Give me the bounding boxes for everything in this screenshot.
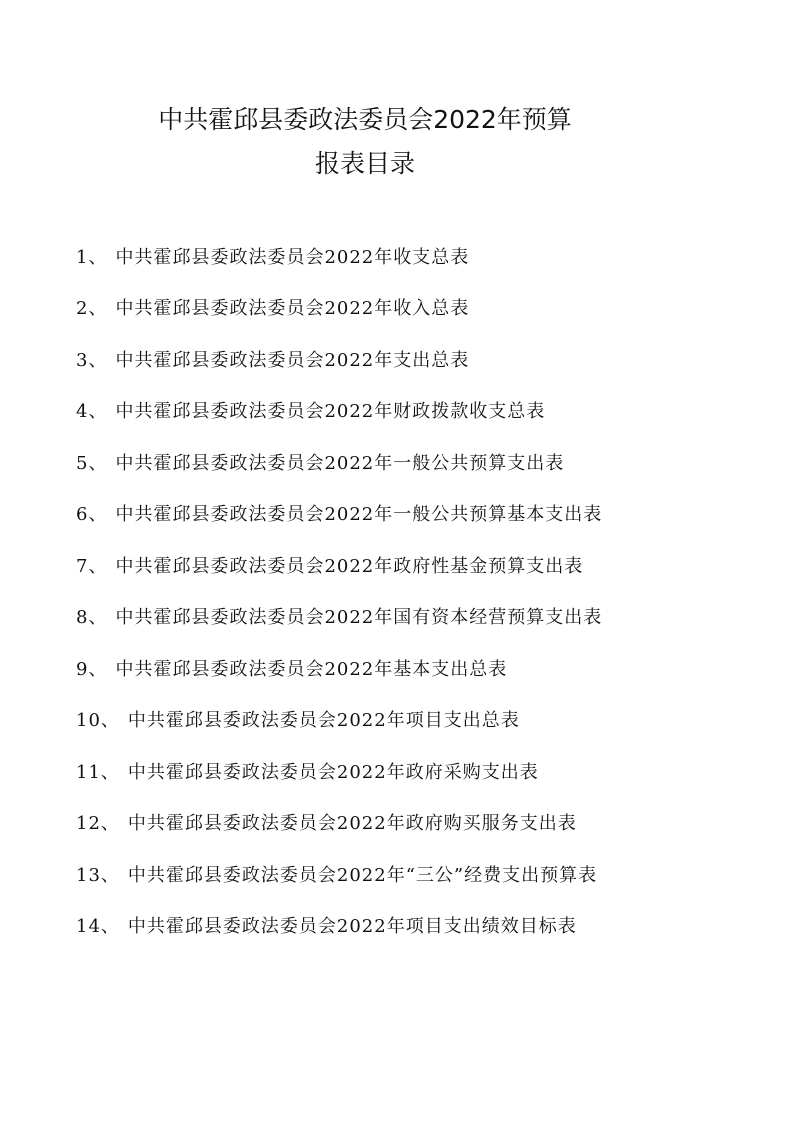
toc-item-3 [76,335,776,387]
toc-item-separator: 、 [100,864,120,886]
table-of-contents [76,232,776,953]
toc-item-7 [76,541,776,593]
toc-item-separator: 、 [88,607,108,629]
toc-item-separator: 、 [100,761,120,783]
toc-item-number: 6 [76,504,89,526]
toc-item-number: 13 [76,864,101,886]
toc-item-12 [76,799,776,851]
toc-item-separator: 、 [88,658,108,680]
toc-item-separator: 、 [88,401,108,423]
toc-item-number: 10 [76,710,101,732]
toc-item-separator: 、 [88,298,108,320]
toc-item-number: 12 [76,813,101,835]
toc-item-separator: 、 [88,452,108,474]
toc-item-separator: 、 [88,504,108,526]
toc-item-6 [76,490,776,542]
toc-item-14 [76,902,776,954]
toc-item-11 [76,747,776,799]
toc-item-2 [76,284,776,336]
toc-item-number: 8 [76,607,89,629]
toc-item-separator: 、 [100,813,120,835]
toc-item-1 [76,232,776,284]
toc-item-13 [76,850,776,902]
toc-item-number: 9 [76,658,89,680]
toc-item-text: 中共霍邱县委政法委员会2022年国有资本经营预算支出表 [115,607,603,629]
toc-item-9 [76,644,776,696]
toc-item-text: 中共霍邱县委政法委员会2022年“三公”经费支出预算表 [127,864,598,886]
title-line-1: 中共霍邱县委政法委员会2022年预算 [158,105,572,134]
toc-item-separator: 、 [88,349,108,371]
toc-item-text: 中共霍邱县委政法委员会2022年一般公共预算基本支出表 [115,504,603,526]
toc-item-text: 中共霍邱县委政法委员会2022年基本支出总表 [115,658,508,680]
title-line-2: 报表目录 [314,149,415,178]
toc-item-4 [76,387,776,439]
toc-item-number: 14 [76,916,101,938]
toc-item-text: 中共霍邱县委政法委员会2022年财政拨款收支总表 [115,401,546,423]
toc-item-number: 1 [76,246,89,268]
toc-item-text: 中共霍邱县委政法委员会2022年支出总表 [115,349,470,371]
toc-item-number: 4 [76,401,89,423]
toc-item-8 [76,593,776,645]
document-title [0,98,730,186]
toc-item-10 [76,696,776,748]
toc-item-text: 中共霍邱县委政法委员会2022年一般公共预算支出表 [115,452,565,474]
toc-item-separator: 、 [100,710,120,732]
toc-item-number: 7 [76,555,89,577]
toc-item-separator: 、 [100,916,120,938]
toc-item-text: 中共霍邱县委政法委员会2022年项目支出总表 [127,710,520,732]
toc-item-5 [76,438,776,490]
toc-item-number: 3 [76,349,89,371]
toc-item-text: 中共霍邱县委政法委员会2022年政府性基金预算支出表 [115,555,584,577]
toc-item-number: 5 [76,452,89,474]
toc-item-text: 中共霍邱县委政法委员会2022年收支总表 [115,246,470,268]
toc-item-separator: 、 [88,246,108,268]
toc-item-number: 11 [76,761,101,783]
toc-item-text: 中共霍邱县委政法委员会2022年政府购买服务支出表 [127,813,577,835]
toc-item-number: 2 [76,298,89,320]
toc-item-text: 中共霍邱县委政法委员会2022年政府采购支出表 [127,761,539,783]
toc-item-separator: 、 [88,555,108,577]
toc-item-text: 中共霍邱县委政法委员会2022年收入总表 [115,298,470,320]
toc-item-text: 中共霍邱县委政法委员会2022年项目支出绩效目标表 [127,916,577,938]
